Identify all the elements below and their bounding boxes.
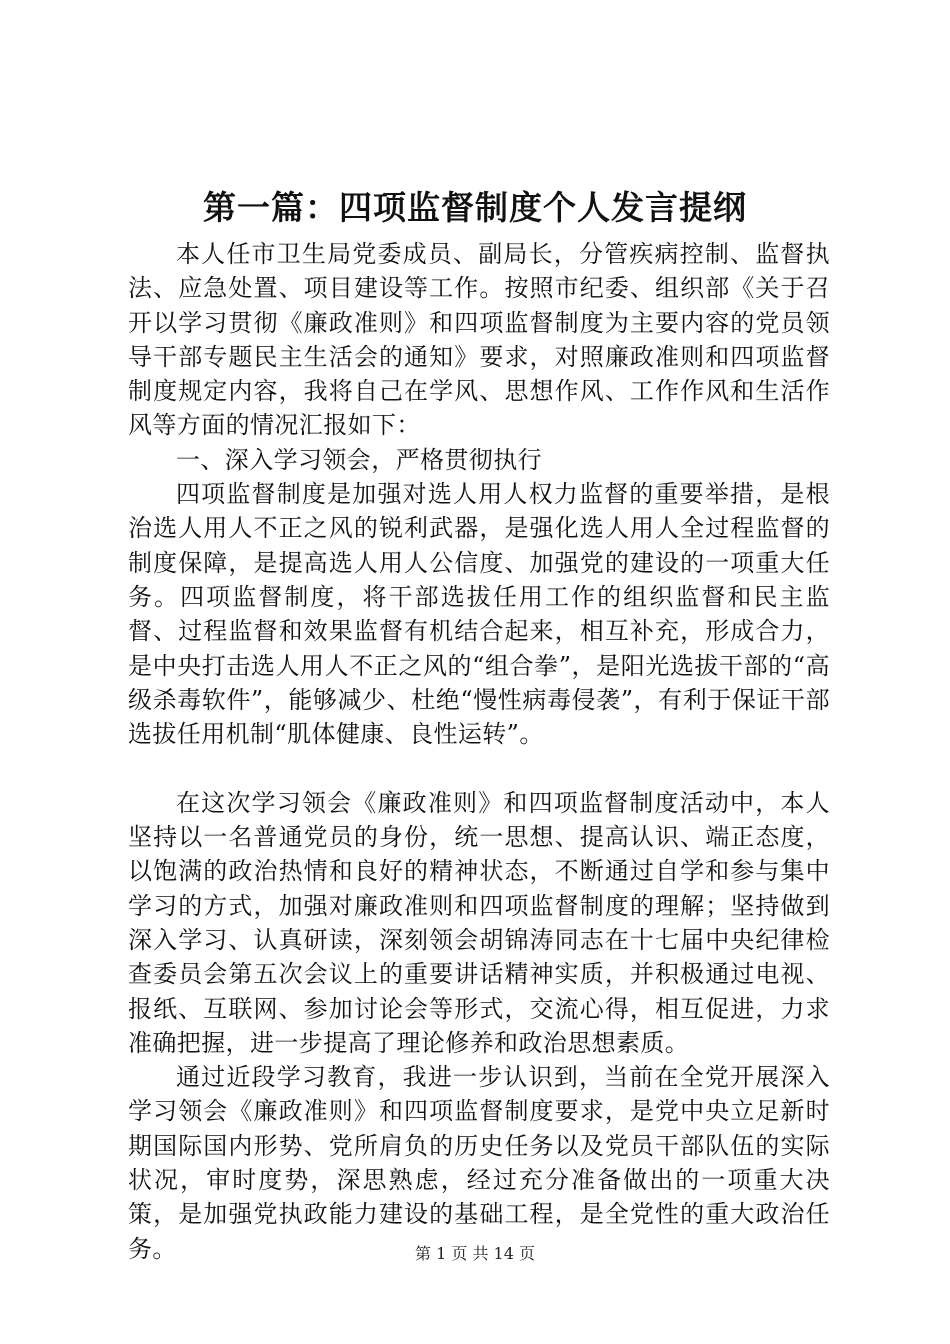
paragraph-spacer [128,751,830,785]
body-paragraph-3: 通过近段学习教育，我进一步认识到，当前在全党开展深入学习领会《廉政准则》和四项监督制度要求，是党中央立足新时期国际国内形势、党所肩负的历史任务以及党员干部队伍的实际状况，审时度势，深思熟虑，经过充分准备做出的一项重大决策，是加强党执政能力建设的基础工程，是全党性的重大政治任务。 [128,1063,830,1263]
document-title: 第一篇：四项监督制度个人发言提纲 [203,188,747,227]
document-body [128,237,830,1266]
body-paragraph-1: 四项监督制度是加强对选人用人权力监督的重要举措，是根治选人用人不正之风的锐利武器，是强化选人用人全过程监督的制度保障，是提高选人用人公信度、加强党的建设的一项重大任务。四项监督制度，将干部选拔任用工作的组织监督和民主监督、过程监督和效果监督有机结合起来，相互补充，形成合力，是中央打击选人用人不正之风的“组合拳”，是阳光选拔干部的“高级杀毒软件”，能够减少、杜绝“慢性病毒侵袭”，有利于保证干部选拔任用机制“肌体健康、良性运转”。 [128,480,830,749]
section-heading: 一、深入学习领会，严格贯彻执行 [176,445,542,474]
intro-paragraph: 本人任市卫生局党委成员、副局长，分管疾病控制、监督执法、应急处置、项目建设等工作。按照市纪委、组织部《关于召开以学习贯彻《廉政准则》和四项监督制度为主要内容的党员领导干部专题民主生活会的通知》要求，对照廉政准则和四项监督制度规定内容，我将自己在学风、思想作风、工作作风和生活作风等方面的情况汇报如下： [128,240,830,440]
page-number-footer: 第 1 页 共 14 页 [415,1244,535,1263]
body-paragraph-2: 在这次学习领会《廉政准则》和四项监督制度活动中，本人坚持以一名普通党员的身份，统一思想、提高认识、端正态度，以饱满的政治热情和良好的精神状态，不断通过自学和参与集中学习的方式，加强对廉政准则和四项监督制度的理解；坚持做到深入学习、认真研读，深刻领会胡锦涛同志在十七届中央纪律检查委员会第五次会议上的重要讲话精神实质，并积极通过电视、报纸、互联网、参加讨论会等形式，交流心得，相互促进，力求准确把握，进一步提高了理论修养和政治思想素质。 [128,788,830,1057]
